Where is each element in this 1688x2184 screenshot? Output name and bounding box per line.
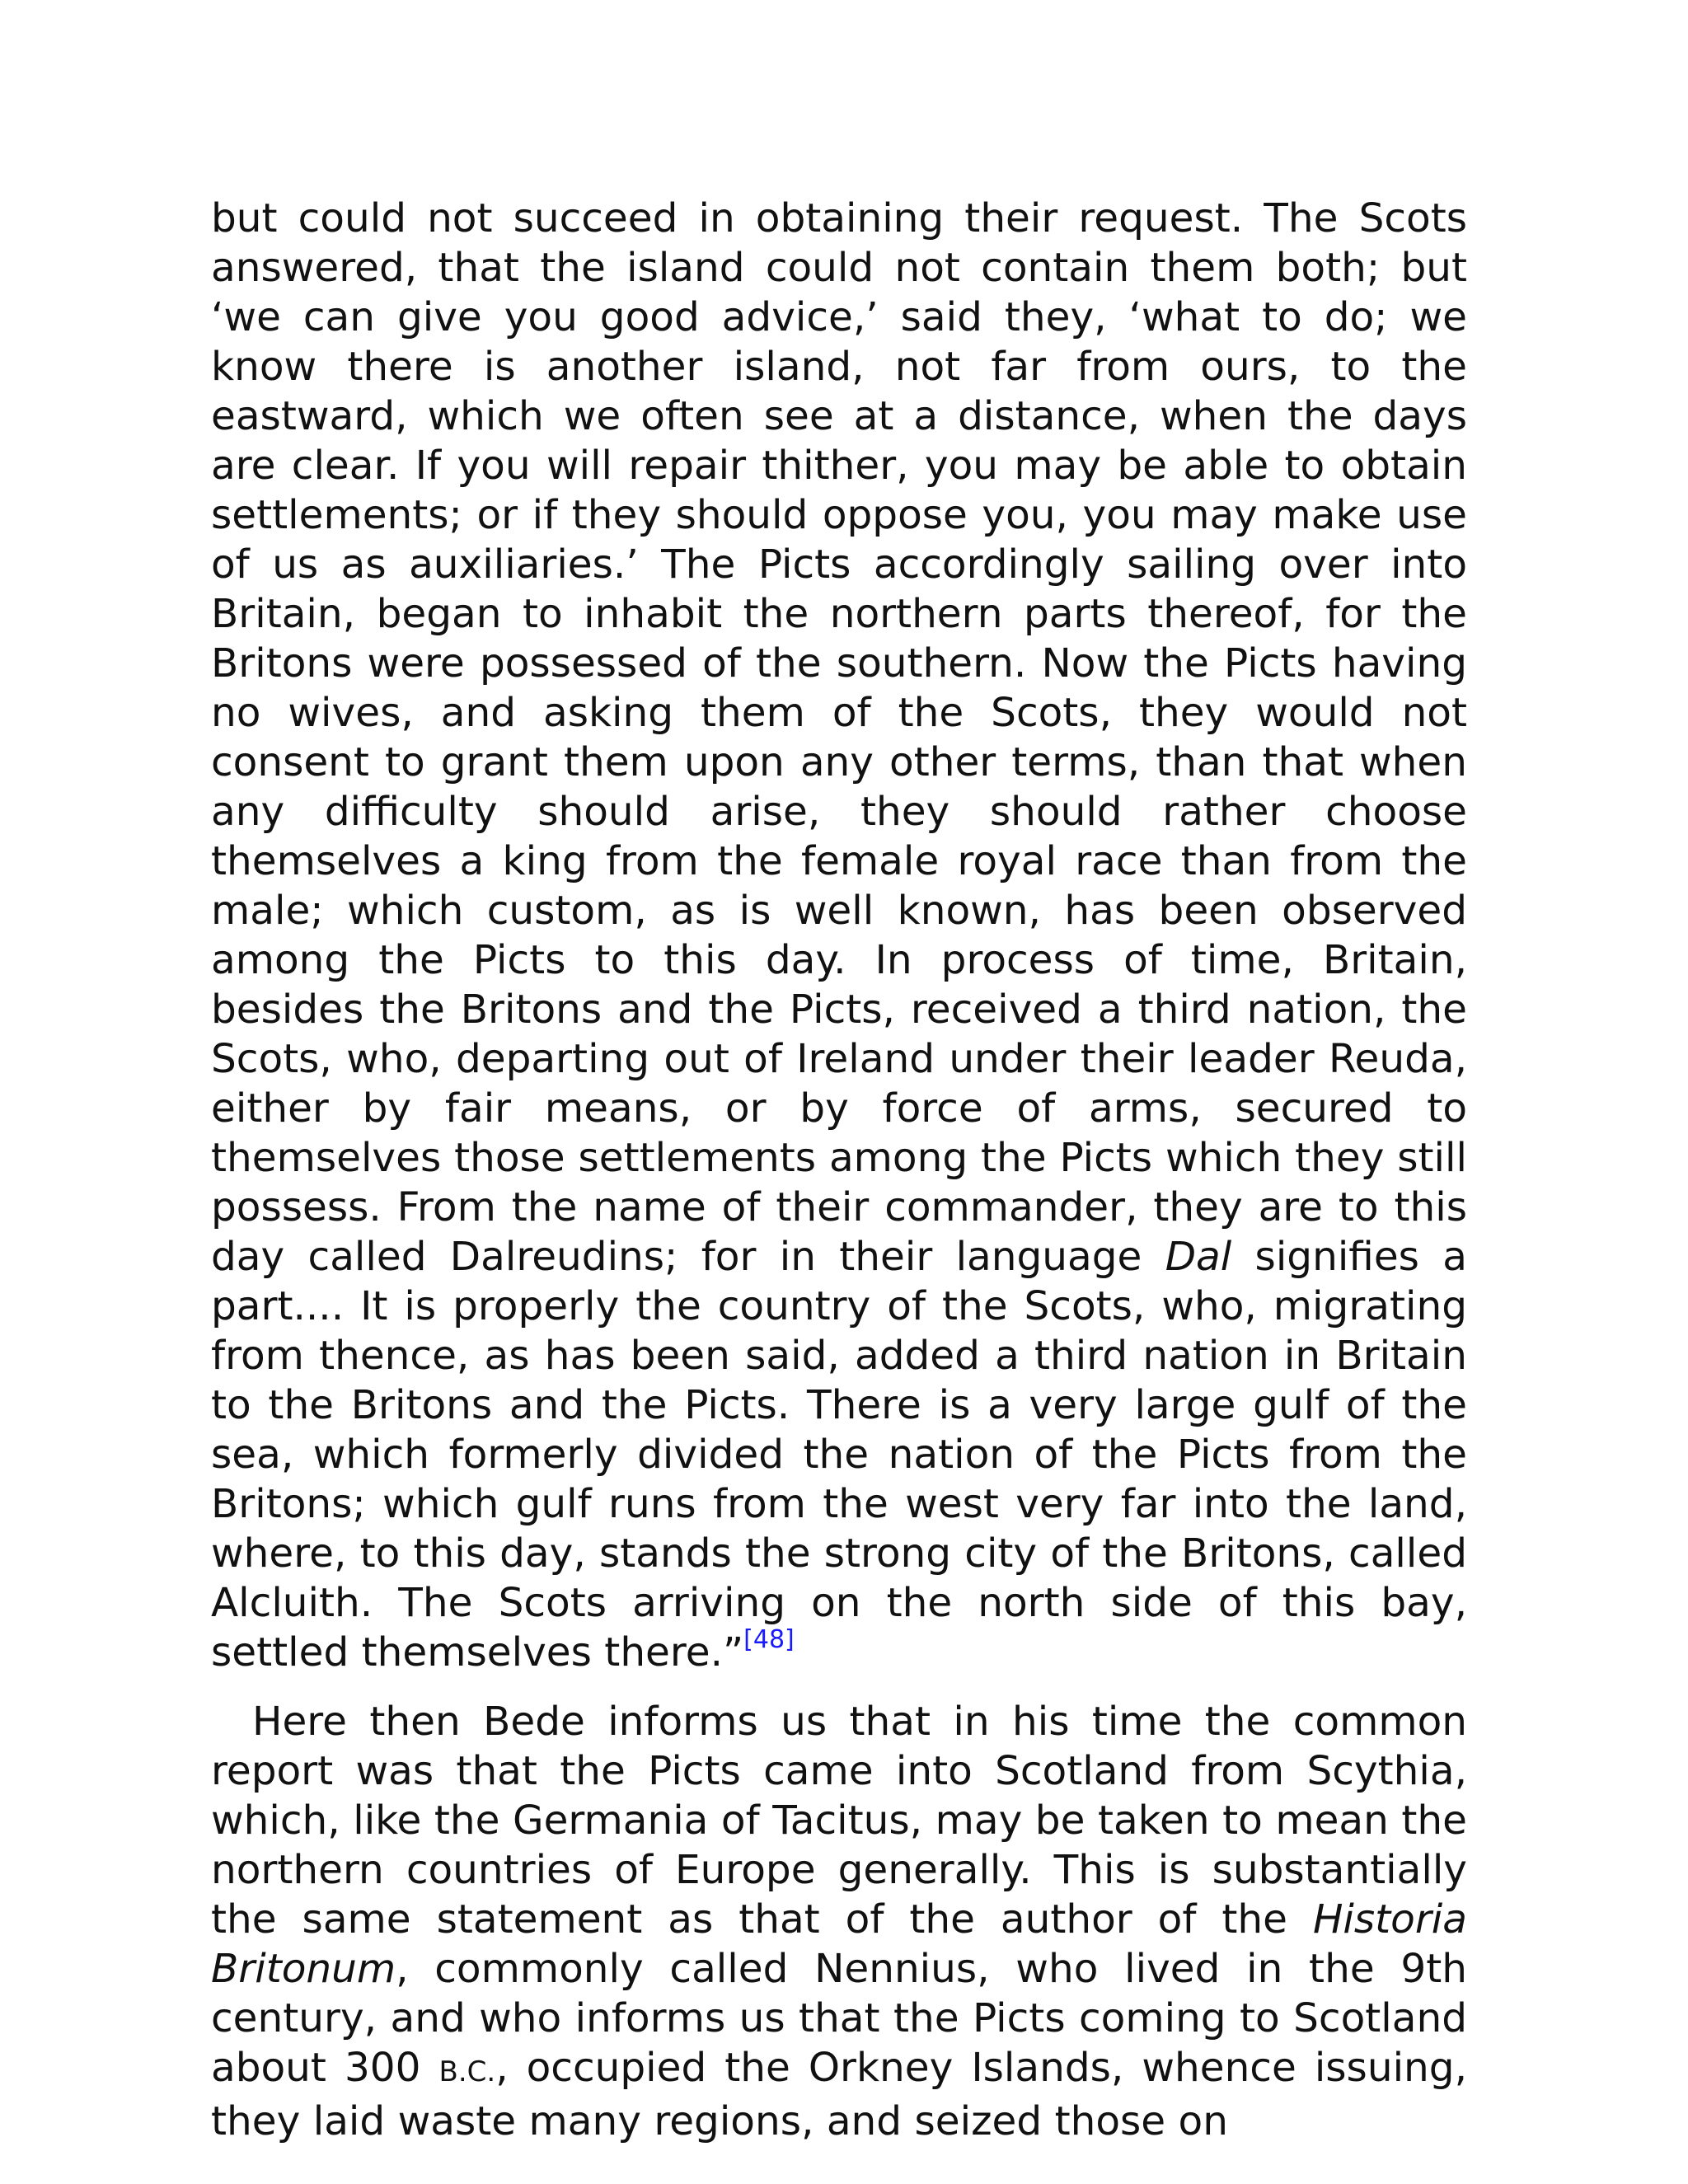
- paragraph-text: , occupied the Orkney Islands, whence issuing, they laid waste many regions, and seized those on: [211, 2045, 1467, 2144]
- smallcaps-bc: B.C.: [438, 2055, 496, 2088]
- paragraph-bede-quotation: [211, 194, 1467, 1677]
- page-content: [211, 194, 1467, 2146]
- paragraph-commentary: [211, 1697, 1467, 2146]
- paragraph-text: , commonly called Nennius, who lived in the 9th century, and who informs us that the Picts coming to Scotland about 300: [211, 1946, 1467, 2091]
- italic-term-dal: Dal: [1165, 1234, 1232, 1280]
- italic-title-historia-britonum: Historia Britonum: [211, 1896, 1467, 1992]
- paragraph-text: but could not succeed in obtaining their request. The Scots answered, that the island could not contain them both; but ‘we can give you good advice,’ said they, ‘what to do; we know there is another island, not far from ours, to the eastward, which we often see at a distance, when the days are clear. If you will repair thither, you may be able to obtain settlements; or if they should oppose you, you may make use of us as auxiliaries.’ The Picts accordingly sailing over into Britain, began to inhabit the northern parts thereof, for the Britons were possessed of the southern. Now the Picts having no wives, and asking them of the Scots, they would not consent to grant them upon any other terms, than that when any difficulty should arise, they should rather choose themselves a king from the female royal race than from the male; which custom, as is well known, has been observed among the Picts to this day. In process of time, Britain, besides the Britons and the Picts, received a third nation, the Scots, who, departing out of Ireland under their leader Reuda, either by fair means, or by force of arms, secured to themselves those settlements among the Picts which they still possess. From the name of their commander, they are to this day called Dalreudins; for in their language: [211, 195, 1467, 1280]
- footnote-link-48[interactable]: [48]: [743, 1625, 795, 1654]
- paragraph-text: Here then Bede informs us that in his time the common report was that the Picts came into Scotland from Scythia, which, like the Germania of Tacitus, may be taken to mean the northern countries of Europe generally. This is substantially the same statement as that of the author of the: [211, 1699, 1467, 1943]
- paragraph-text: signifies a part.... It is properly the country of the Scots, who, migrating from thence, as has been said, added a third nation in Britain to the Britons and the Picts. There is a very large gulf of the sea, which formerly divided the nation of the Picts from the Britons; which gulf runs from the west very far into the land, where, to this day, stands the strong city of the Britons, called Alcluith. The Scots arriving on the north side of this bay, settled themselves there.”: [211, 1234, 1467, 1675]
